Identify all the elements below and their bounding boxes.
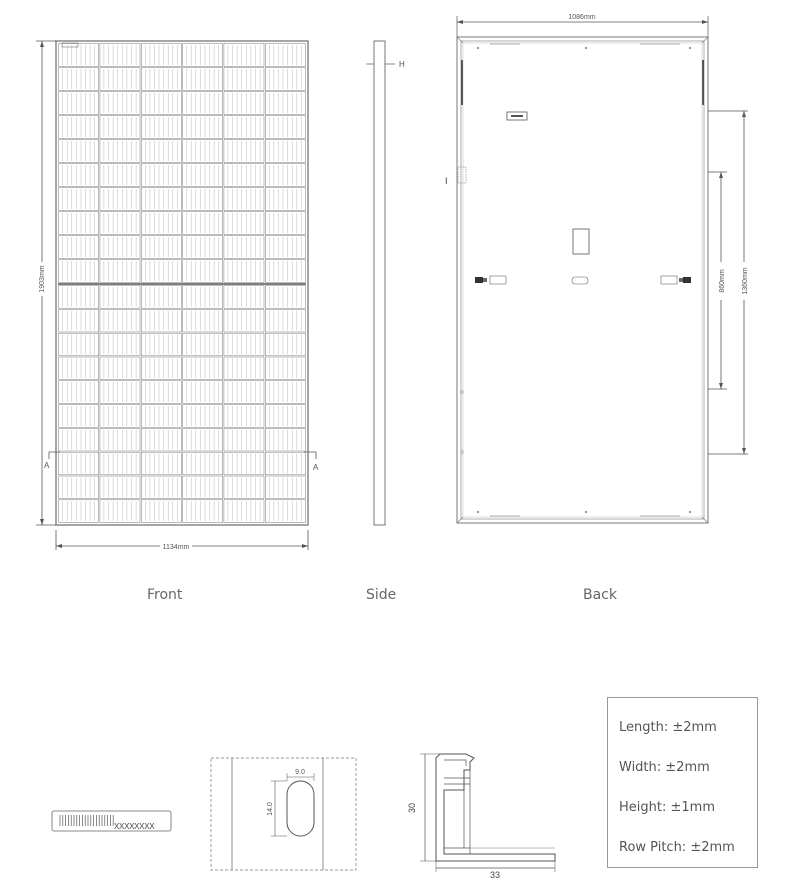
solar-cell [141,68,181,91]
solar-cell [100,500,140,523]
tolerance-width: Width: ±2mm [619,760,710,775]
solar-cell [224,333,264,356]
solar-cell [141,476,181,499]
mounting-slot [287,781,314,836]
solar-cell [265,212,305,235]
side-panel [374,41,385,525]
solar-cell [224,286,264,309]
solar-cell [183,309,223,332]
solar-cell [141,357,181,380]
solar-cell [265,116,305,139]
solar-cell [59,116,99,139]
solar-cell [265,476,305,499]
solar-cell [183,116,223,139]
connector-left [475,276,506,284]
solar-cell [224,188,264,211]
solar-cell [141,188,181,211]
solar-cell [100,286,140,309]
solar-cell [59,212,99,235]
solar-cell [141,140,181,163]
solar-cell [224,309,264,332]
solar-cell [100,381,140,404]
section-a-right-label: A [313,463,319,472]
solar-cell [265,309,305,332]
solar-cell [265,140,305,163]
solar-cell [100,260,140,283]
solar-cell [100,236,140,259]
solar-cell [265,92,305,115]
solar-cell [100,140,140,163]
solar-cell [59,333,99,356]
solar-cell [59,140,99,163]
solar-cell [183,428,223,451]
solar-cell [100,188,140,211]
solar-cell [100,333,140,356]
side-view-label: Side [366,587,397,603]
solar-cell [59,236,99,259]
front-view [36,41,319,552]
solar-cell [183,476,223,499]
solar-cell [141,236,181,259]
solar-cell [224,92,264,115]
solar-cell [141,44,181,67]
solar-cell [224,212,264,235]
solar-cell [59,405,99,428]
solar-cell [141,428,181,451]
solar-cell [265,405,305,428]
solar-cell [183,333,223,356]
tolerance-height: Height: ±1mm [619,800,715,815]
solar-cell [141,405,181,428]
back-view [445,14,750,523]
solar-cell [141,116,181,139]
solar-cell [183,286,223,309]
solar-cell [141,164,181,187]
solar-cell [224,44,264,67]
solar-cell [183,140,223,163]
tolerance-row-pitch: Row Pitch: ±2mm [619,840,735,855]
solar-cell [100,68,140,91]
height-dimension-label: 1903mm [39,265,46,293]
solar-cell [265,452,305,475]
solar-cell [224,381,264,404]
solar-cell [183,44,223,67]
width-dimension-label: 1134mm [162,544,190,551]
solar-cell [59,476,99,499]
solar-cell [183,212,223,235]
hole-detail-border [211,758,356,870]
solar-cell [224,476,264,499]
solar-cell [100,92,140,115]
solar-cell [100,405,140,428]
mount-inner-dimension-label: 860mm [719,269,726,293]
frame-profile [407,754,555,880]
solar-cell [59,188,99,211]
solar-cell [59,260,99,283]
solar-cell [224,68,264,91]
solar-cell [265,286,305,309]
solar-cell [100,164,140,187]
solar-cell [100,476,140,499]
solar-cell [59,68,99,91]
solar-cell [265,236,305,259]
solar-cell [59,286,99,309]
nameplate-marking: XXXXXXXX [114,822,155,831]
solar-cell [183,236,223,259]
solar-cell [265,333,305,356]
solar-cell [183,260,223,283]
solar-cell [141,260,181,283]
connector-center [572,277,588,284]
solar-cell [265,428,305,451]
mount-outer-dimension-label: 1360mm [742,267,749,295]
solar-cell [100,452,140,475]
solar-cell [224,116,264,139]
frame-profile-outline [436,754,555,861]
hole-height-label: 14.0 [267,802,274,816]
solar-cell [141,500,181,523]
solar-cell [183,92,223,115]
solar-cell [100,116,140,139]
profile-height-label: 30 [407,802,417,814]
tolerance-length: Length: ±2mm [619,720,717,735]
solar-cell [265,381,305,404]
tolerance-box [607,697,758,868]
hole-width-label: 9.0 [295,769,305,776]
solar-cell [59,452,99,475]
nameplate-detail [52,811,171,831]
solar-cell [183,68,223,91]
solar-cell [100,44,140,67]
solar-cell [265,164,305,187]
thickness-label: H [399,60,405,69]
solar-cell [183,164,223,187]
solar-cell [141,381,181,404]
solar-cell [265,44,305,67]
back-width-dimension-label: 1086mm [568,14,596,21]
connector-right [661,276,691,284]
solar-cell [59,164,99,187]
solar-cell [141,309,181,332]
solar-cell [265,357,305,380]
section-a-left-label: A [44,461,50,470]
solar-cell [100,428,140,451]
solar-cell [224,140,264,163]
junction-box [573,229,589,254]
front-view-label: Front [147,587,183,603]
solar-cell [59,309,99,332]
solar-cell [265,500,305,523]
solar-cell [59,357,99,380]
solar-cell [183,452,223,475]
solar-cell [224,428,264,451]
solar-cell [100,309,140,332]
solar-cell [183,381,223,404]
solar-cell [59,381,99,404]
solar-cell [224,357,264,380]
solar-cell [183,405,223,428]
solar-cell [100,357,140,380]
solar-cell [183,500,223,523]
solar-cell [59,500,99,523]
solar-cell [265,188,305,211]
solar-cell [59,428,99,451]
solar-cell [59,92,99,115]
side-view [366,41,405,525]
solar-cell [141,286,181,309]
solar-cell [265,68,305,91]
solar-cell [141,212,181,235]
solar-cell [224,500,264,523]
solar-cell [100,212,140,235]
hole-detail [211,758,356,870]
solar-cell [183,357,223,380]
solar-cell [224,405,264,428]
solar-cell [141,92,181,115]
back-view-label: Back [583,587,617,603]
solar-cell [141,333,181,356]
grounding-label: I [445,176,448,186]
solar-cell [224,260,264,283]
solar-cell [224,236,264,259]
profile-width-label: 33 [489,870,501,880]
solar-cell [224,452,264,475]
solar-cell [224,164,264,187]
solar-cell [265,260,305,283]
solar-cell [141,452,181,475]
solar-cell [183,188,223,211]
